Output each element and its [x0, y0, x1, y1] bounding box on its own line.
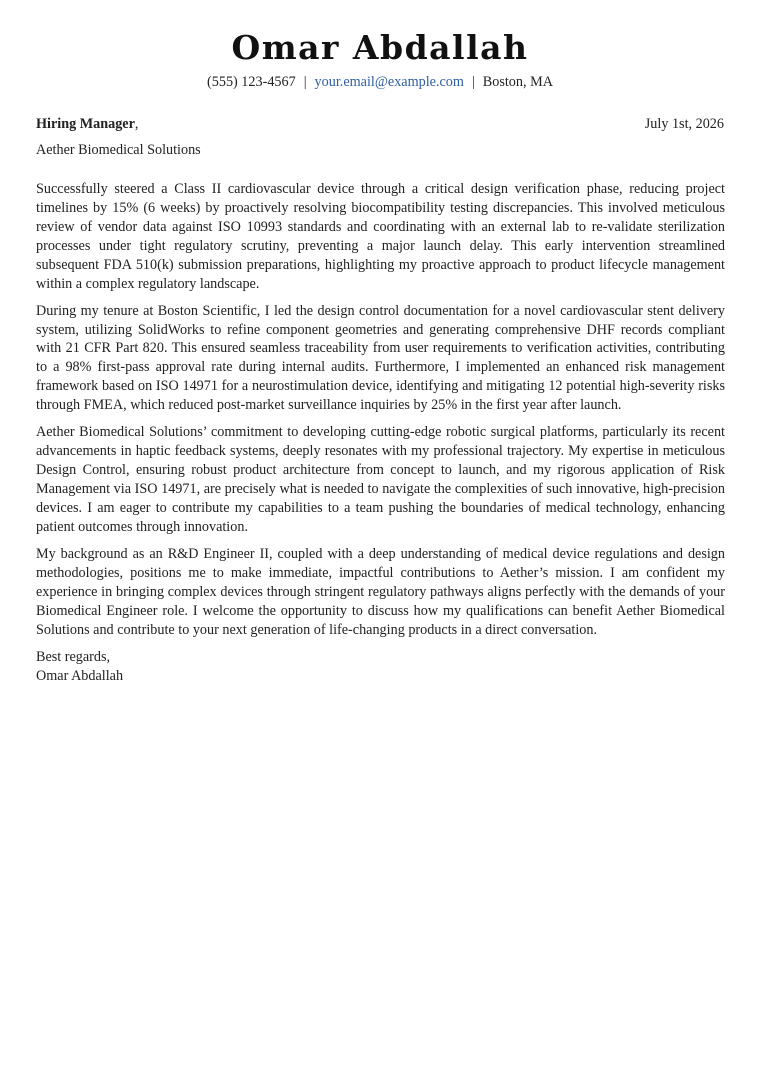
letter-body — [36, 180, 725, 685]
body-paragraph: Aether Biomedical Solutions’ commitment to developing cutting-edge robotic surgical platforms, particularly its recent advancements in haptic feedback systems, deeply resonates with my professional trajectory. My expertise in meticulous Design Control, ensuring robust product architecture from concept to launch, and my rigorous application of Risk Management via ISO 14971, are precisely what is needed to navigate the complexities of such innovative, high-precision devices. I am eager to contribute my capabilities to a team pushing the boundaries of medical technology, enhancing patient outcomes through innovation. — [36, 424, 725, 535]
recipient-company: Aether Biomedical Solutions — [36, 142, 201, 158]
closing-salutation: Best regards, — [36, 648, 111, 665]
phone-number: (555) 123-4567 — [207, 74, 296, 90]
contact-line — [0, 73, 760, 91]
closing-signature: Omar Abdallah — [36, 667, 124, 684]
letter-date: July 1st, 2026 — [644, 116, 724, 132]
recipient-greeting — [36, 115, 138, 133]
closing-block — [36, 648, 725, 686]
location: Boston, MA — [482, 74, 553, 90]
recipient-name: Hiring Manager — [36, 116, 135, 132]
body-paragraph: My background as an R&D Engineer II, coupled with a deep understanding of medical device regulations and design methodologies, positions me to make immediate, impactful contributions to Aether’s mission. I am confident my experience in bringing complex devices through stringent regulatory pathways aligns perfectly with the demands of your Biomedical Engineer role. I welcome the opportunity to discuss how my qualifications can benefit Aether Biomedical Solutions and contribute to your next generation of life-changing products in a direct conversation. — [36, 545, 725, 638]
contact-separator: | — [303, 74, 307, 90]
email-link[interactable]: your.email@example.com — [314, 74, 464, 90]
recipient-row — [36, 115, 724, 133]
applicant-name: Omar Abdallah — [231, 28, 529, 67]
contact-separator: | — [471, 74, 475, 90]
body-paragraph: Successfully steered a Class II cardiovascular device through a critical design verification phase, reducing project timelines by 15% (6 weeks) by proactively resolving biocompatibility testing discrepancies. This involved meticulous review of vendor data against ISO 10993 standards and coordinating with an external lab to re-validate sterilization processes under tight regulatory scrutiny, preventing a major launch delay. This early intervention streamlined subsequent FDA 510(k) submission preparations, highlighting my proactive approach to product lifecycle management within a complex regulatory landscape. — [36, 181, 725, 292]
body-paragraph: During my tenure at Boston Scientific, I led the design control documentation for a novel cardiovascular stent delivery system, utilizing SolidWorks to refine component geometries and generating comprehensive DHF records compliant with 21 CFR Part 820. This ensured seamless traceability from user requirements to verification activities, contributing to a 98% first-pass approval rate during internal audits. Furthermore, I implemented an enhanced risk management framework based on ISO 14971 for a neurostimulation device, identifying and mitigating 12 potential high-severity risks through FMEA, which reduced post-market surveillance inquiries by 25% in the first year after launch. — [36, 302, 725, 414]
recipient-suffix: , — [134, 116, 139, 132]
